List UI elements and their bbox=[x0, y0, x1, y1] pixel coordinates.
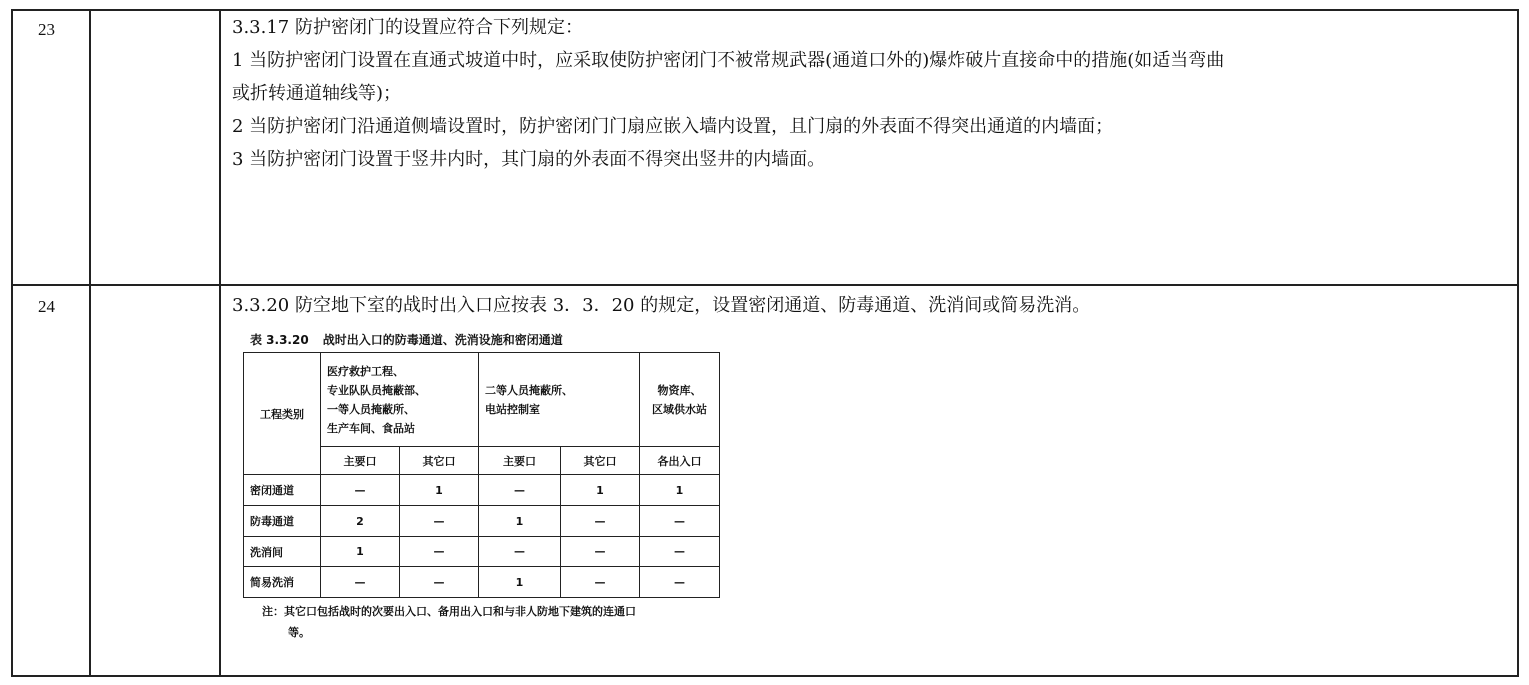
clause-heading: 3.3.17 防护密闭门的设置应符合下列规定： bbox=[232, 17, 583, 38]
table-cell: — bbox=[321, 475, 400, 506]
table-cell: — bbox=[321, 567, 400, 598]
entrance-facilities-table bbox=[243, 352, 720, 598]
table-row bbox=[244, 506, 720, 537]
table-row bbox=[244, 567, 720, 598]
table-cell: — bbox=[400, 537, 479, 567]
table-title: 战时出入口的防毒通道、洗消设施和密闭通道 bbox=[322, 333, 563, 347]
table-cell: — bbox=[400, 567, 479, 598]
clause-item-continued: 或折转通道轴线等)； bbox=[232, 83, 402, 104]
table-cell: — bbox=[561, 506, 640, 537]
row-label: 洗消间 bbox=[244, 537, 321, 567]
column-divider bbox=[89, 9, 91, 677]
row-label: 密闭通道 bbox=[244, 475, 321, 506]
row-label: 防毒通道 bbox=[244, 506, 321, 537]
row-number: 24 bbox=[38, 297, 55, 316]
subheader: 其它口 bbox=[561, 447, 640, 475]
subheader: 各出入口 bbox=[640, 447, 720, 475]
table-cell: — bbox=[640, 567, 720, 598]
table-cell: 1 bbox=[479, 506, 561, 537]
table-cell: — bbox=[640, 506, 720, 537]
table-row bbox=[244, 475, 720, 506]
table-cell: — bbox=[640, 537, 720, 567]
clause-item: 1 当防护密闭门设置在直通式坡道中时，应采取使防护密闭门不被常规武器(通道口外的)爆炸破片直接命中的措施(如适当弯曲 bbox=[232, 50, 1225, 71]
table-cell: 1 bbox=[321, 537, 400, 567]
table-cell: — bbox=[561, 537, 640, 567]
table-note bbox=[262, 601, 636, 643]
table-number: 表 3.3.20 bbox=[250, 333, 309, 347]
group-header: 物资库、 区域供水站 bbox=[640, 353, 720, 447]
table-cell: 2 bbox=[321, 506, 400, 537]
clause-3-3-20: 3.3.20 防空地下室的战时出入口应按表 3．3．20 的规定，设置密闭通道、防毒通道、洗消间或简易洗消。 bbox=[232, 295, 1091, 316]
table-cell: 1 bbox=[561, 475, 640, 506]
note-line: 注：其它口包括战时的次要出入口、备用出入口和与非人防地下建筑的连通口 bbox=[262, 605, 636, 618]
group-header: 二等人员掩蔽所、 电站控制室 bbox=[479, 353, 640, 447]
subheader: 其它口 bbox=[400, 447, 479, 475]
row-number: 23 bbox=[38, 20, 55, 39]
table-cell: 1 bbox=[400, 475, 479, 506]
row-label: 简易洗消 bbox=[244, 567, 321, 598]
group-header: 医疗救护工程、 专业队队员掩蔽部、 一等人员掩蔽所、 生产车间、食品站 bbox=[321, 353, 479, 447]
table-cell: — bbox=[400, 506, 479, 537]
clause-item: 3 当防护密闭门设置于竖井内时，其门扇的外表面不得突出竖井的内墙面。 bbox=[232, 149, 826, 170]
row-header-label: 工程类别 bbox=[244, 353, 321, 475]
subheader: 主要口 bbox=[479, 447, 561, 475]
clause-item: 2 当防护密闭门沿通道侧墙设置时，防护密闭门门扇应嵌入墙内设置，且门扇的外表面不得突出通道的内墙面； bbox=[232, 116, 1114, 137]
row-divider bbox=[11, 284, 1519, 286]
table-cell: — bbox=[479, 537, 561, 567]
table-cell: — bbox=[561, 567, 640, 598]
subheader: 主要口 bbox=[321, 447, 400, 475]
clause-3-3-17 bbox=[232, 11, 1224, 176]
column-divider bbox=[219, 9, 221, 677]
note-line: 等。 bbox=[288, 626, 310, 639]
embedded-table-caption bbox=[250, 331, 577, 348]
table-cell: 1 bbox=[640, 475, 720, 506]
table-row bbox=[244, 537, 720, 567]
table-cell: 1 bbox=[479, 567, 561, 598]
table-cell: — bbox=[479, 475, 561, 506]
